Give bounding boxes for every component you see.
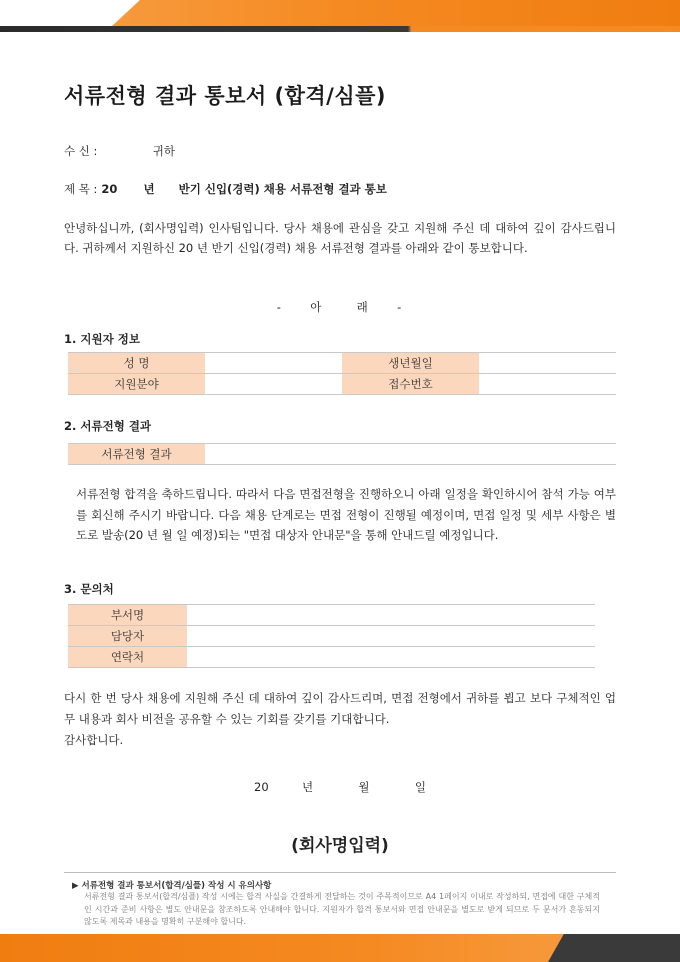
section2-heading: 2. 서류전형 결과 (64, 419, 152, 433)
company-name: (회사명입력) (291, 836, 389, 856)
header-dark-stripe (0, 26, 680, 32)
closing-line1: 다시 한 번 당사 채용에 지원해 주신 데 대하여 깊이 감사드리며, 면접 전형에서 귀하를 뵙고 보다 구체적인 업무 내용과 회사 비전을 공유할 수 있는 기회를 갖기를 기대합니다. (64, 691, 616, 726)
date-month: 월 (358, 780, 370, 794)
note-text: 서류전형 결과 통보서(합격/심플) 작성 시에는 합격 사실을 간결하게 전달하는 것이 주목적이므로 A4 1페이지 이내로 작성하되, 면접에 대한 구체적인 시간과 준비 사항은 별도 안내문을 참조하도록 안내해야 합니다. 지원자가 합격 통보서와 면접 안내문을 별도로 받게 되므로 두 문서가 혼동되지 않도록 제목과 내용을 명확히 구분해야 합니다. (84, 892, 600, 926)
label-name: 성 명 (68, 353, 205, 374)
separator-below (0, 297, 680, 317)
label-birth: 생년월일 (342, 353, 479, 374)
contact-table (68, 604, 595, 668)
recipient-line (64, 141, 175, 161)
note-divider (64, 872, 616, 873)
value-birth[interactable] (479, 353, 616, 374)
value-contact[interactable] (187, 647, 595, 668)
recipient-suffix: 귀하 (152, 144, 175, 158)
separator-dash-left: - (276, 300, 283, 314)
date-day: 일 (414, 780, 426, 794)
separator-dash-right: - (397, 300, 404, 314)
subject-text: 반기 신입(경력) 채용 서류전형 결과 통보 (178, 182, 387, 196)
separator-char-b: 래 (356, 300, 370, 314)
label-contact: 연락처 (68, 647, 187, 668)
label-result: 서류전형 결과 (68, 444, 205, 465)
value-field[interactable] (205, 374, 342, 395)
document-title: 서류전형 결과 통보서 (합격/심플) (64, 84, 387, 108)
subject-label: 제 목 : (64, 182, 98, 196)
value-manager[interactable] (187, 626, 595, 647)
date-line (0, 777, 680, 797)
intro-paragraph: 안녕하십니까, (회사명입력) 인사팀입니다. 당사 채용에 관심을 갖고 지원해 주신 데 대하여 깊이 감사드립니다. 귀하께서 지원하신 20 년 반기 신입(경력) 채용 서류전형 결과를 아래와 같이 통보합니다. (64, 221, 616, 255)
footer-dark-block (548, 934, 680, 962)
recipient-label: 수 신 : (64, 144, 98, 158)
date-year: 년 (302, 780, 314, 794)
date-year-prefix: 20 (254, 780, 269, 794)
label-dept: 부서명 (68, 605, 187, 626)
section3-heading: 3. 문의처 (64, 582, 114, 596)
section1-heading: 1. 지원자 정보 (64, 332, 140, 346)
value-dept[interactable] (187, 605, 595, 626)
applicant-info-table (68, 352, 616, 395)
note-title: ▶ 서류전형 결과 통보서(합격/심플) 작성 시 유의사항 (72, 881, 272, 891)
value-result[interactable] (205, 444, 616, 465)
result-body-paragraph: 서류전형 합격을 축하드립니다. 따라서 다음 면접전형을 진행하오니 아래 일정을 확인하시어 참석 가능 여부를 회신해 주시기 바랍니다. 다음 채용 단계로는 면접 전형이 진행될 예정이며, 면접 일정 및 세부 사항은 별도로 발송(20 년 월 일 예정)되는 "면접 대상자 안내문"을 통해 안내드릴 예정입니다. (76, 487, 616, 542)
label-manager: 담당자 (68, 626, 187, 647)
value-receipt[interactable] (479, 374, 616, 395)
value-name[interactable] (205, 353, 342, 374)
closing-paragraph (64, 688, 616, 751)
closing-line2: 감사합니다. (64, 733, 124, 747)
subject-line (64, 179, 387, 199)
label-receipt: 접수번호 (342, 374, 479, 395)
subject-year-suffix: 년 (143, 182, 155, 196)
subject-year-prefix: 20 (101, 182, 118, 196)
separator-char-a: 아 (310, 300, 324, 314)
screening-result-table (68, 443, 616, 465)
label-field: 지원분야 (68, 374, 205, 395)
